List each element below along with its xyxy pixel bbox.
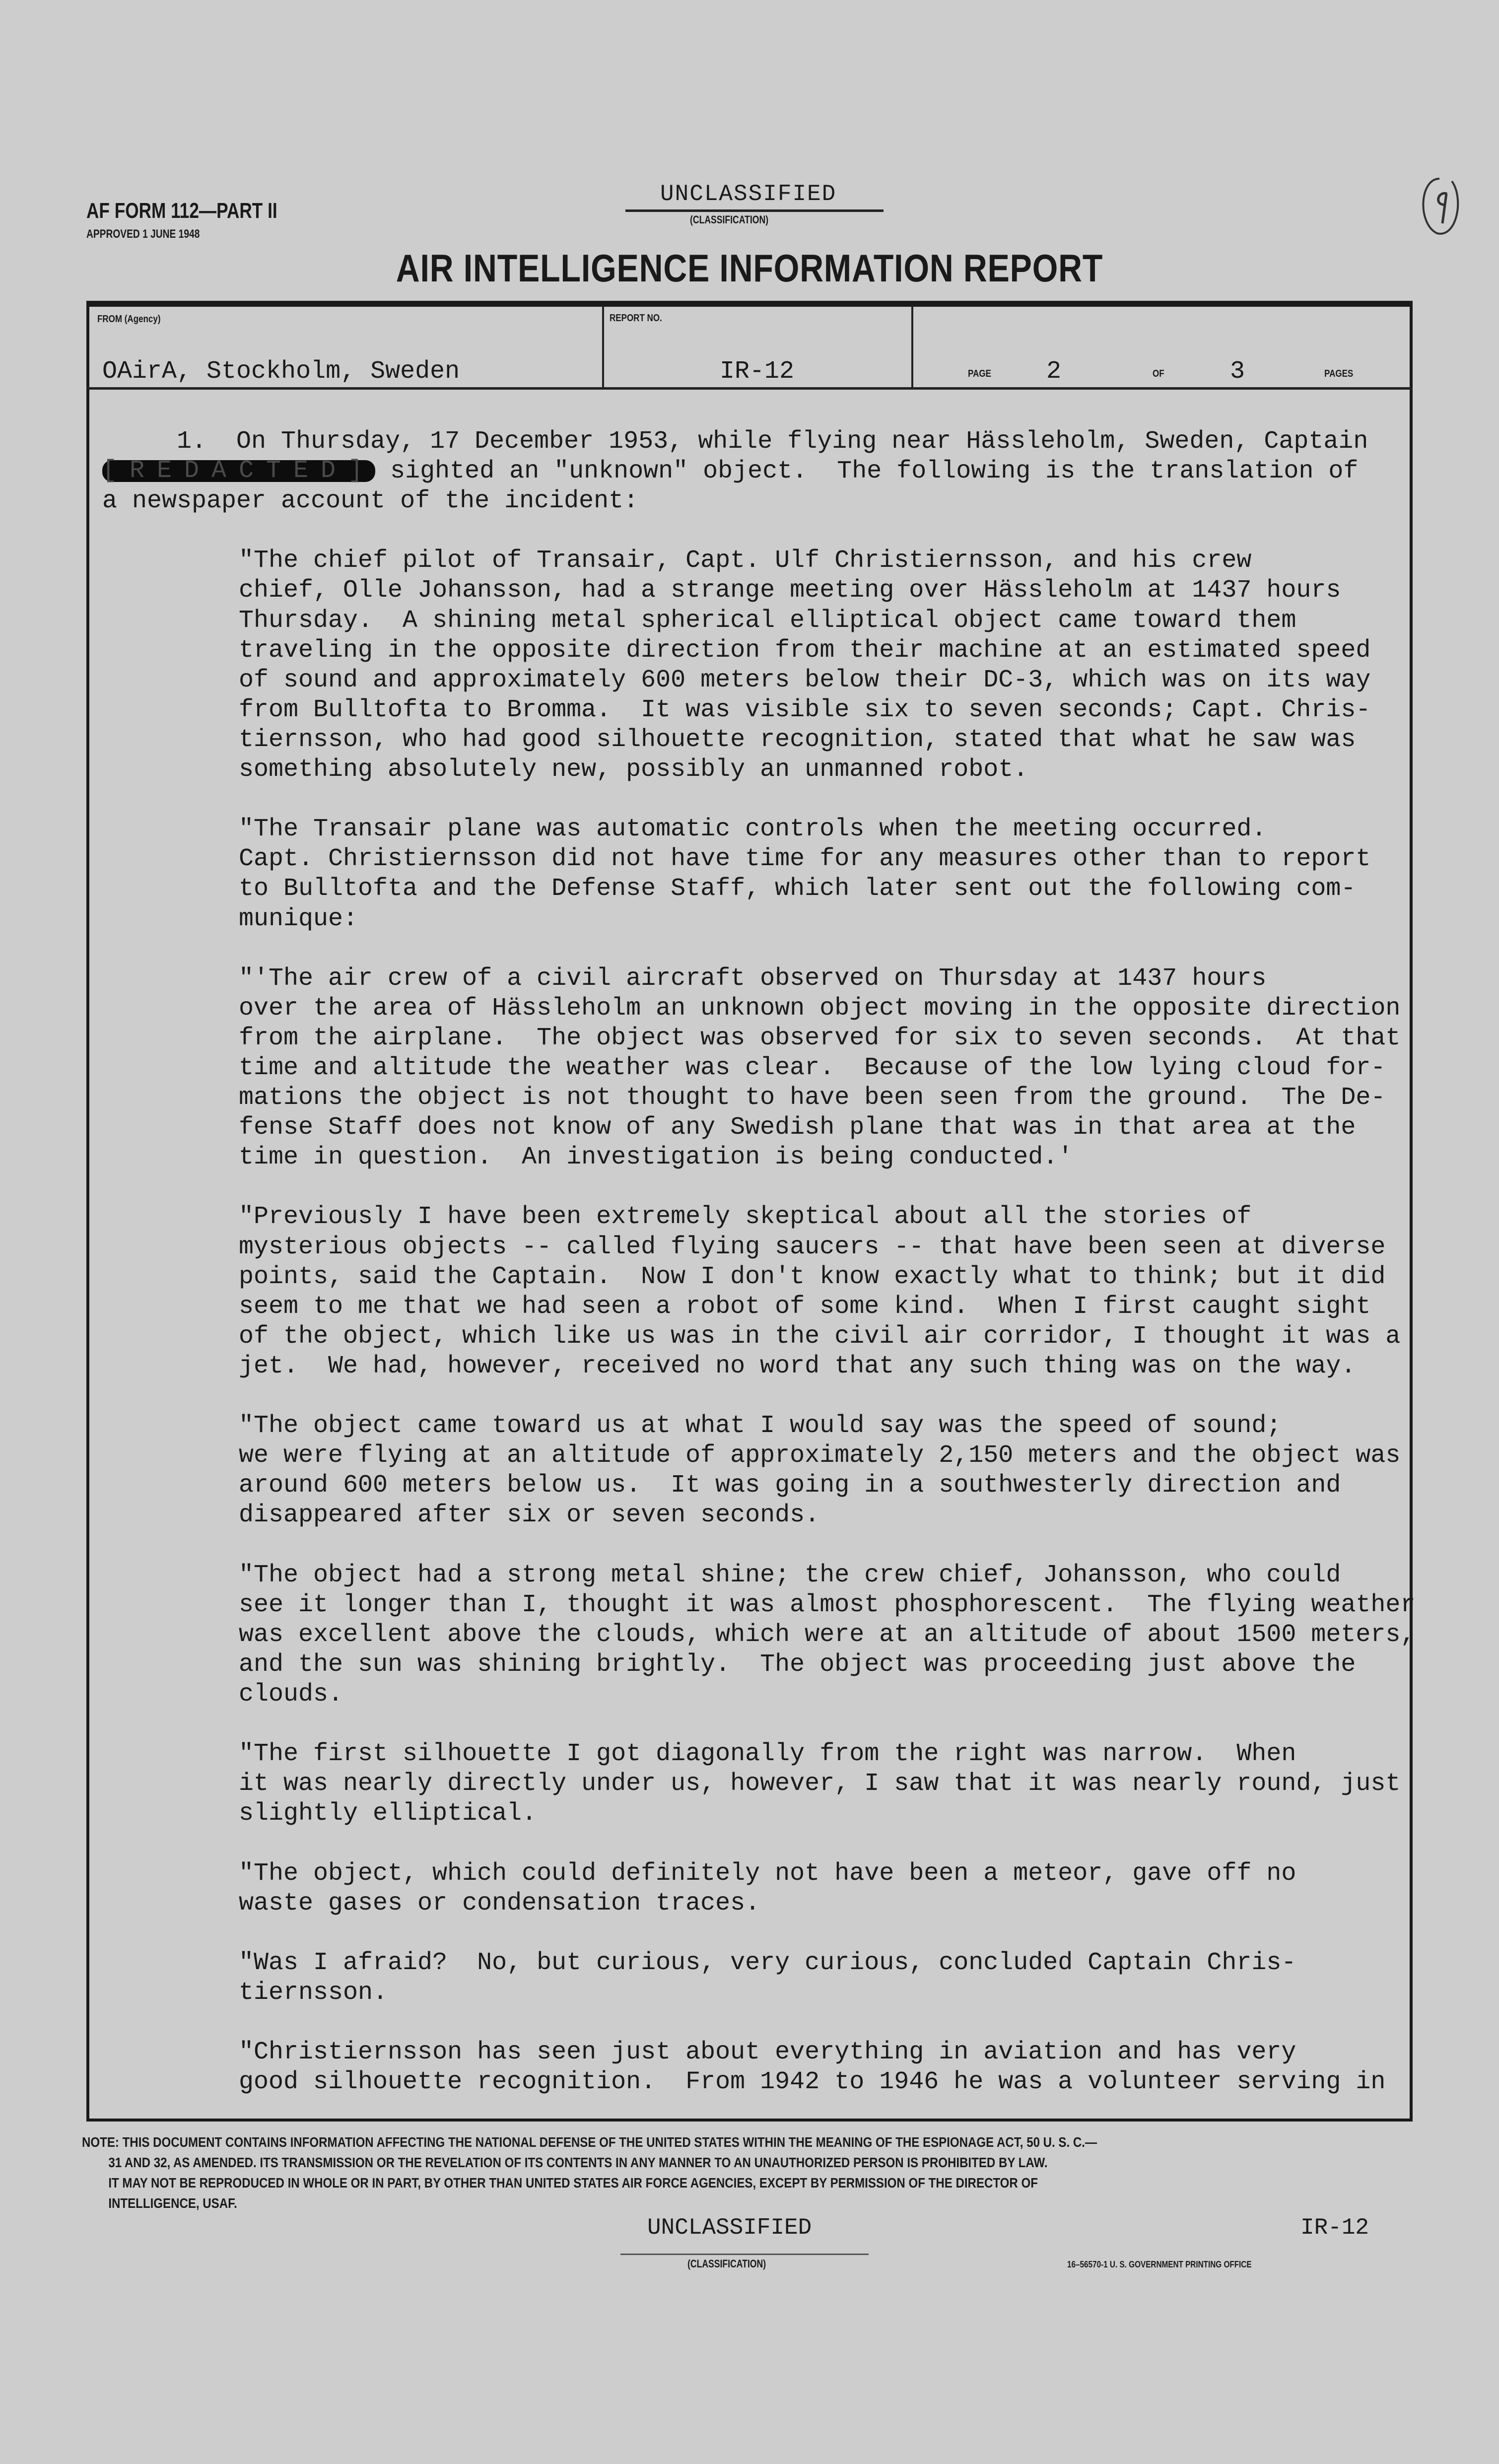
total-pages-value: 3 bbox=[1230, 357, 1245, 386]
text-line: of the object, which like us was in the civil air corridor, I thought it was a bbox=[239, 1322, 1401, 1351]
page-value: 2 bbox=[1046, 357, 1062, 386]
text-line: "Was I afraid? No, but curious, very curious, concluded Captain Chris- bbox=[239, 1948, 1296, 1977]
form-approval-date: APPROVED 1 JUNE 1948 bbox=[86, 227, 200, 241]
text-line: "The object, which could definitely not have been a meteor, gave off no bbox=[239, 1859, 1296, 1888]
text-line: and the sun was shining brightly. The object was proceeding just above the bbox=[239, 1650, 1356, 1679]
note-line: 31 AND 32, AS AMENDED. ITS TRANSMISSION OR THE REVELATION OF ITS CONTENTS IN ANY MANNER TO AN UNAUTHORIZED PERSON IS PROHIBITED BY LAW. bbox=[108, 2155, 1048, 2170]
paragraph bbox=[102, 1739, 1413, 1829]
note-line: INTELLIGENCE, USAF. bbox=[108, 2195, 237, 2211]
text-line-rest: sighted an "unknown" object. The following is the translation of bbox=[375, 457, 1359, 486]
paragraph bbox=[102, 1202, 1413, 1381]
text-line: clouds. bbox=[239, 1680, 343, 1709]
printer-imprint: 16–56570-1 U. S. GOVERNMENT PRINTING OFFICE bbox=[1067, 2259, 1252, 2269]
classification-label-bottom: (CLASSIFICATION) bbox=[687, 2258, 766, 2270]
report-title: AIR INTELLIGENCE INFORMATION REPORT bbox=[396, 246, 1103, 290]
paragraph bbox=[102, 546, 1413, 785]
note-line: NOTE: THIS DOCUMENT CONTAINS INFORMATION AFFECTING THE NATIONAL DEFENSE OF THE UNITED STATES WITHIN THE MEANING OF THE ESPIONAGE ACT, 50 U. S. C.— bbox=[82, 2134, 1097, 2150]
header-divider bbox=[86, 387, 1413, 390]
paragraph bbox=[102, 1561, 1416, 1710]
text-line: waste gases or condensation traces. bbox=[239, 1889, 760, 1917]
text-line: mysterious objects -- called flying saucers -- that have been seen at diverse bbox=[239, 1232, 1386, 1261]
classification-underline bbox=[620, 2254, 869, 2255]
text-line: see it longer than I, thought it was almost phosphorescent. The flying weather bbox=[239, 1590, 1416, 1619]
text-line: a newspaper account of the incident: bbox=[102, 487, 639, 516]
text-line: time and altitude the weather was clear. Because of the low lying cloud for- bbox=[239, 1053, 1386, 1082]
text-line: "The Transair plane was automatic controls when the meeting occurred. bbox=[239, 815, 1267, 844]
classification-top: UNCLASSIFIED bbox=[660, 181, 837, 207]
espionage-act-note bbox=[82, 2132, 1097, 2213]
paragraph bbox=[102, 815, 1413, 934]
text-line: "The first silhouette I got diagonally from the right was narrow. When bbox=[239, 1740, 1296, 1769]
form-number: AF FORM 112—PART II bbox=[86, 199, 277, 223]
paragraph bbox=[102, 1948, 1413, 2008]
redaction-mark: [REDACTED] bbox=[102, 456, 376, 485]
text-line: chief, Olle Johansson, had a strange meeting over Hässleholm at 1437 hours bbox=[239, 576, 1341, 605]
report-no-label: REPORT NO. bbox=[610, 313, 662, 324]
column-divider bbox=[911, 305, 913, 387]
text-line: 1. On Thursday, 17 December 1953, while flying near Hässleholm, Sweden, Captain bbox=[102, 427, 1368, 456]
text-line bbox=[102, 457, 1413, 486]
text-line: good silhouette recognition. From 1942 to 1946 he was a volunteer serving in bbox=[239, 2068, 1386, 2097]
note-line: IT MAY NOT BE REPRODUCED IN WHOLE OR IN PART, BY OTHER THAN UNITED STATES AIR FORCE AGENCIES, EXCEPT BY PERMISSION OF THE DIRECTOR OF bbox=[108, 2175, 1038, 2190]
report-body bbox=[102, 427, 1416, 2097]
paragraph bbox=[102, 2038, 1413, 2097]
text-line: slightly elliptical. bbox=[239, 1799, 537, 1828]
text-line: fense Staff does not know of any Swedish plane that was in that area at the bbox=[239, 1113, 1356, 1142]
classification-underline bbox=[625, 209, 884, 212]
text-line: jet. We had, however, received no word that any such thing was on the way. bbox=[239, 1352, 1356, 1380]
text-line: "The object came toward us at what I would say was the speed of sound; bbox=[239, 1412, 1282, 1440]
paragraph bbox=[102, 964, 1413, 1173]
text-line: disappeared after six or seven seconds. bbox=[239, 1501, 820, 1530]
classification-label-top: (CLASSIFICATION) bbox=[690, 213, 769, 226]
text-line: to Bulltofta and the Defense Staff, which later sent out the following com- bbox=[239, 875, 1356, 903]
text-line: "The object had a strong metal shine; the crew chief, Johansson, who could bbox=[239, 1561, 1341, 1589]
paragraph bbox=[102, 1859, 1413, 1918]
footer-report-no: IR-12 bbox=[1300, 2215, 1369, 2241]
text-line: from the airplane. The object was observed for six to seven seconds. At that bbox=[239, 1024, 1401, 1052]
text-line: Capt. Christiernsson did not have time for any measures other than to report bbox=[239, 845, 1371, 874]
text-line: Thursday. A shining metal spherical elliptical object came toward them bbox=[239, 606, 1296, 635]
paragraph bbox=[102, 427, 1413, 516]
text-line: traveling in the opposite direction from their machine at an estimated speed bbox=[239, 636, 1371, 665]
pages-label: PAGES bbox=[1324, 368, 1354, 379]
text-line: seem to me that we had seen a robot of some kind. When I first caught sight bbox=[239, 1292, 1371, 1321]
text-line: "Christiernsson has seen just about everything in aviation and has very bbox=[239, 2038, 1296, 2067]
text-line: from Bulltofta to Bromma. It was visible six to seven seconds; Capt. Chris- bbox=[239, 695, 1371, 724]
of-label: OF bbox=[1153, 368, 1164, 379]
text-line: "Previously I have been extremely skeptical about all the stories of bbox=[239, 1203, 1252, 1232]
text-line: munique: bbox=[239, 904, 358, 933]
text-line: tiernsson, who had good silhouette recognition, stated that what he saw was bbox=[239, 725, 1356, 754]
text-line: was excellent above the clouds, which were at an altitude of about 1500 meters, bbox=[239, 1620, 1416, 1649]
column-divider bbox=[602, 305, 604, 387]
classification-bottom: UNCLASSIFIED bbox=[647, 2215, 812, 2241]
paragraph bbox=[102, 1411, 1413, 1530]
text-line: time in question. An investigation is being conducted.' bbox=[239, 1143, 1073, 1172]
text-line: of sound and approximately 600 meters below their DC-3, which was on its way bbox=[239, 666, 1371, 694]
text-line: around 600 meters below us. It was going in a southwesterly direction and bbox=[239, 1471, 1341, 1500]
text-line: "The chief pilot of Transair, Capt. Ulf Christiernsson, and his crew bbox=[239, 547, 1252, 575]
from-value: OAirA, Stockholm, Sweden bbox=[102, 357, 460, 386]
report-no-value: IR-12 bbox=[720, 357, 795, 386]
text-line: it was nearly directly under us, however, I saw that it was nearly round, just bbox=[239, 1770, 1401, 1798]
text-line: over the area of Hässleholm an unknown object moving in the opposite direction bbox=[239, 994, 1401, 1023]
from-label: FROM (Agency) bbox=[97, 314, 161, 325]
text-line: mations the object is not thought to have been seen from the ground. The De- bbox=[239, 1084, 1386, 1112]
text-line: something absolutely new, possibly an unmanned robot. bbox=[239, 755, 1028, 784]
text-line: points, said the Captain. Now I don't know exactly what to think; but it did bbox=[239, 1262, 1386, 1291]
text-line: we were flying at an altitude of approximately 2,150 meters and the object was bbox=[239, 1441, 1401, 1470]
page-label: PAGE bbox=[968, 368, 991, 379]
text-line: "'The air crew of a civil aircraft observed on Thursday at 1437 hours bbox=[239, 964, 1267, 993]
handwritten-page-mark-icon bbox=[1410, 169, 1469, 243]
text-line: tiernsson. bbox=[239, 1978, 388, 2007]
